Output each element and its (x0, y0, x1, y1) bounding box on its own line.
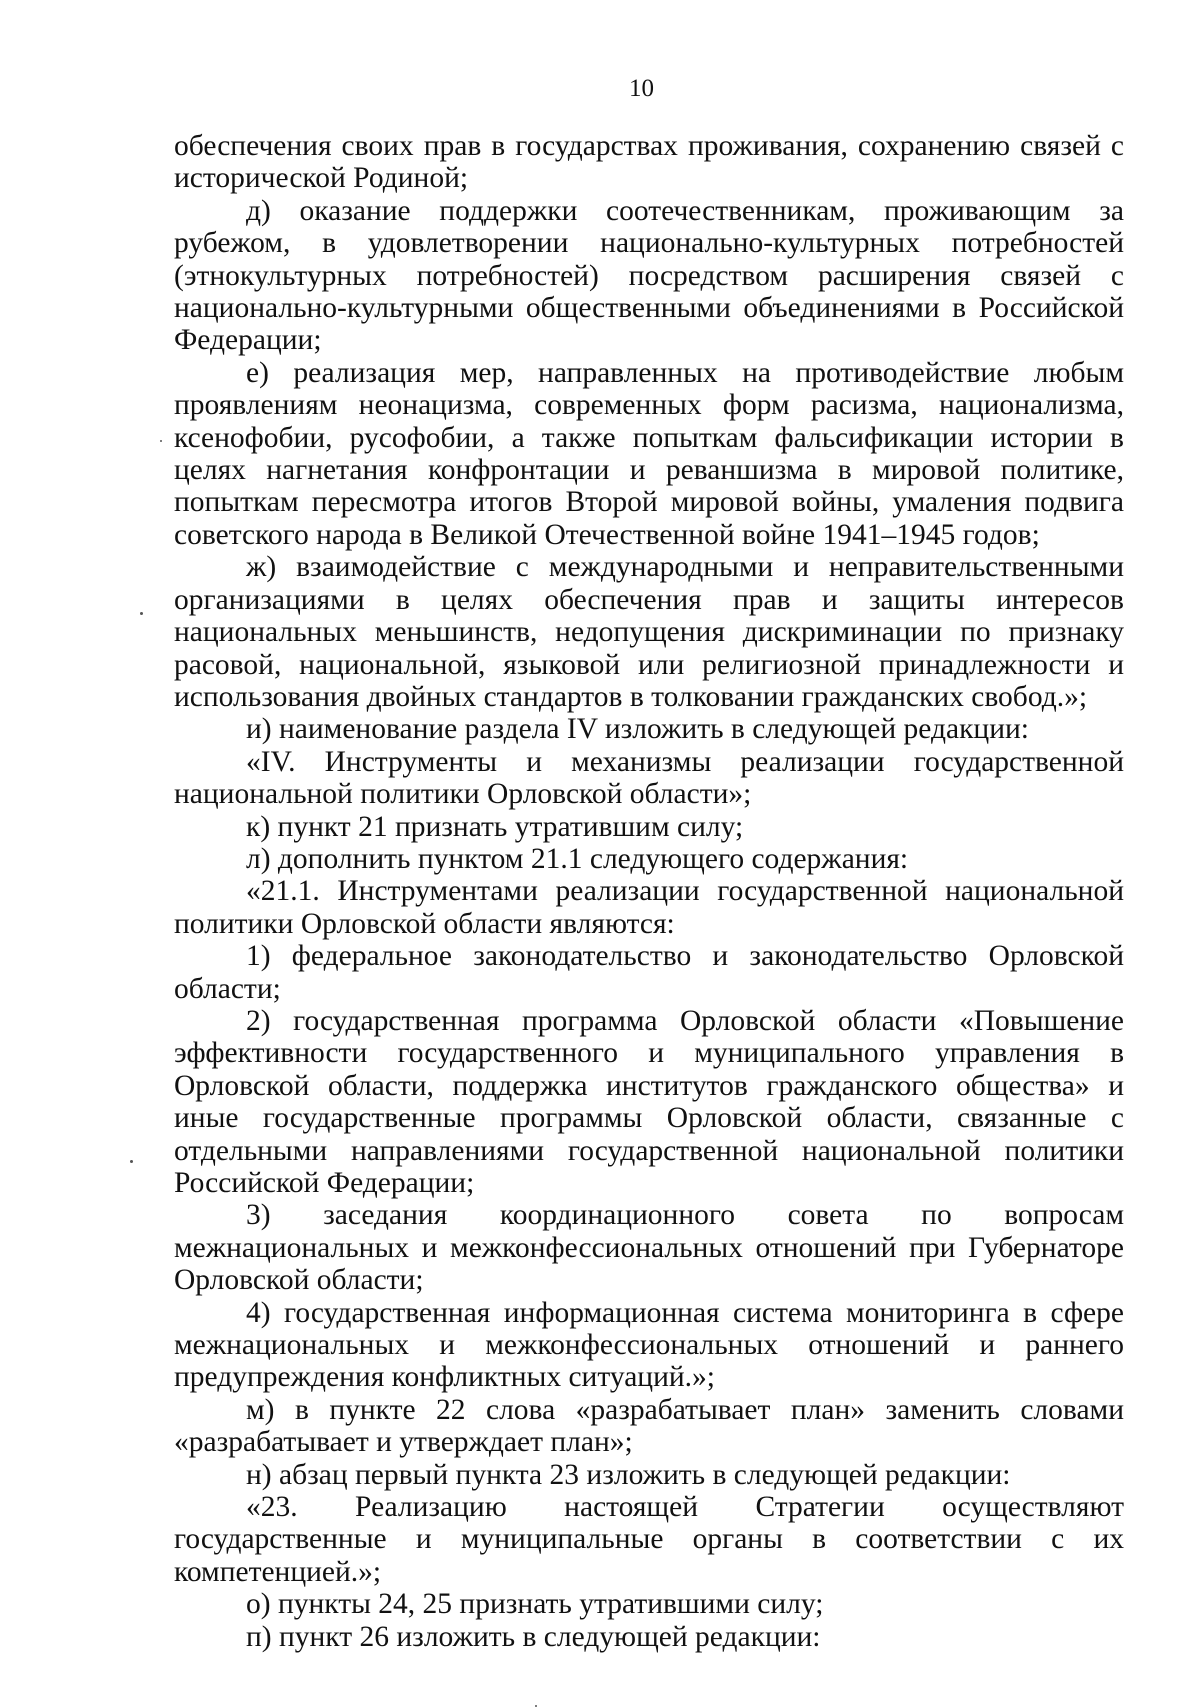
paragraph: «23. Реализацию настоящей Стратегии осуществляют государственные и муниципальные органы в соответствии с их компетенцией.»; (174, 1491, 1124, 1588)
paragraph: обеспечения своих прав в государствах проживания, сохранению связей с исторической Родиной; (174, 130, 1124, 195)
paragraph: к) пункт 21 признать утратившим силу; (246, 810, 744, 843)
paragraph: л) дополнить пунктом 21.1 следующего содержания: (246, 842, 909, 875)
paragraph: и) наименование раздела IV изложить в следующей редакции: (246, 713, 1029, 746)
paragraph: 4) государственная информационная система мониторинга в сфере межнациональных и межконфессиональных отношений и раннего предупреждения конфликтных ситуаций.»; (174, 1296, 1124, 1394)
paragraph: н) абзац первый пункта 23 изложить в следующей редакции: (246, 1458, 1011, 1491)
paragraph: п) пункт 26 изложить в следующей редакции: (246, 1620, 821, 1653)
paragraph: м) в пункте 22 слова «разрабатывает план» заменить словами «разрабатывает и утверждает план»; (174, 1393, 1124, 1459)
paragraph: о) пункты 24, 25 признать утратившими силу; (246, 1588, 824, 1621)
paragraph: ж) взаимодействие с международными и неправительственными организациями в целях обеспечения прав и защиты интересов национальных меньшинств, недопущения дискриминации по признаку расовой, национальной, языковой или религиозной принадлежности и использования двойных стандартов в толковании гражданских свобод.»; (174, 551, 1124, 713)
document-body (174, 130, 1124, 1653)
paragraph: 3) заседания координационного совета по вопросам межнациональных и межконфессиональных отношений при Губернаторе Орловской области; (174, 1199, 1124, 1297)
paragraph: 2) государственная программа Орловской области «Повышение эффективности государственного и муниципального управления в Орловской области, поддержка институтов гражданского общества» и иные государственные программы Орловской области, связанные с отдельными направлениями государственной национальной политики Российской Федерации; (174, 1004, 1124, 1199)
paragraph: «21.1. Инструментами реализации государственной национальной политики Орловской области являются: (174, 875, 1124, 940)
paragraph: 1) федеральное законодательство и законодательство Орловской области; (174, 940, 1124, 1005)
paragraph: «IV. Инструменты и механизмы реализации государственной национальной политики Орловской области»; (174, 745, 1124, 811)
paragraph: е) реализация мер, направленных на противодействие любым проявлениям неонацизма, современных форм расизма, национализма, ксенофобии, русофобии, а также попыткам фальсификации истории в целях нагнетания конфронтации и реваншизма в мировой политике, попыткам пересмотра итогов Второй мировой войны, умаления подвига советского народа в Великой Отечественной войне 1941–1945 годов; (174, 356, 1124, 551)
scan-speck (130, 1160, 133, 1163)
scan-speck (140, 612, 143, 615)
paragraph: д) оказание поддержки соотечественникам, проживающим за рубежом, в удовлетворении национально-культурных потребностей (этнокультурных потребностей) посредством расширения связей с национально-культурными общественными объединениями в Российской Федерации; (174, 194, 1124, 357)
scan-speck (160, 440, 162, 442)
page-number: 10 (629, 75, 654, 102)
